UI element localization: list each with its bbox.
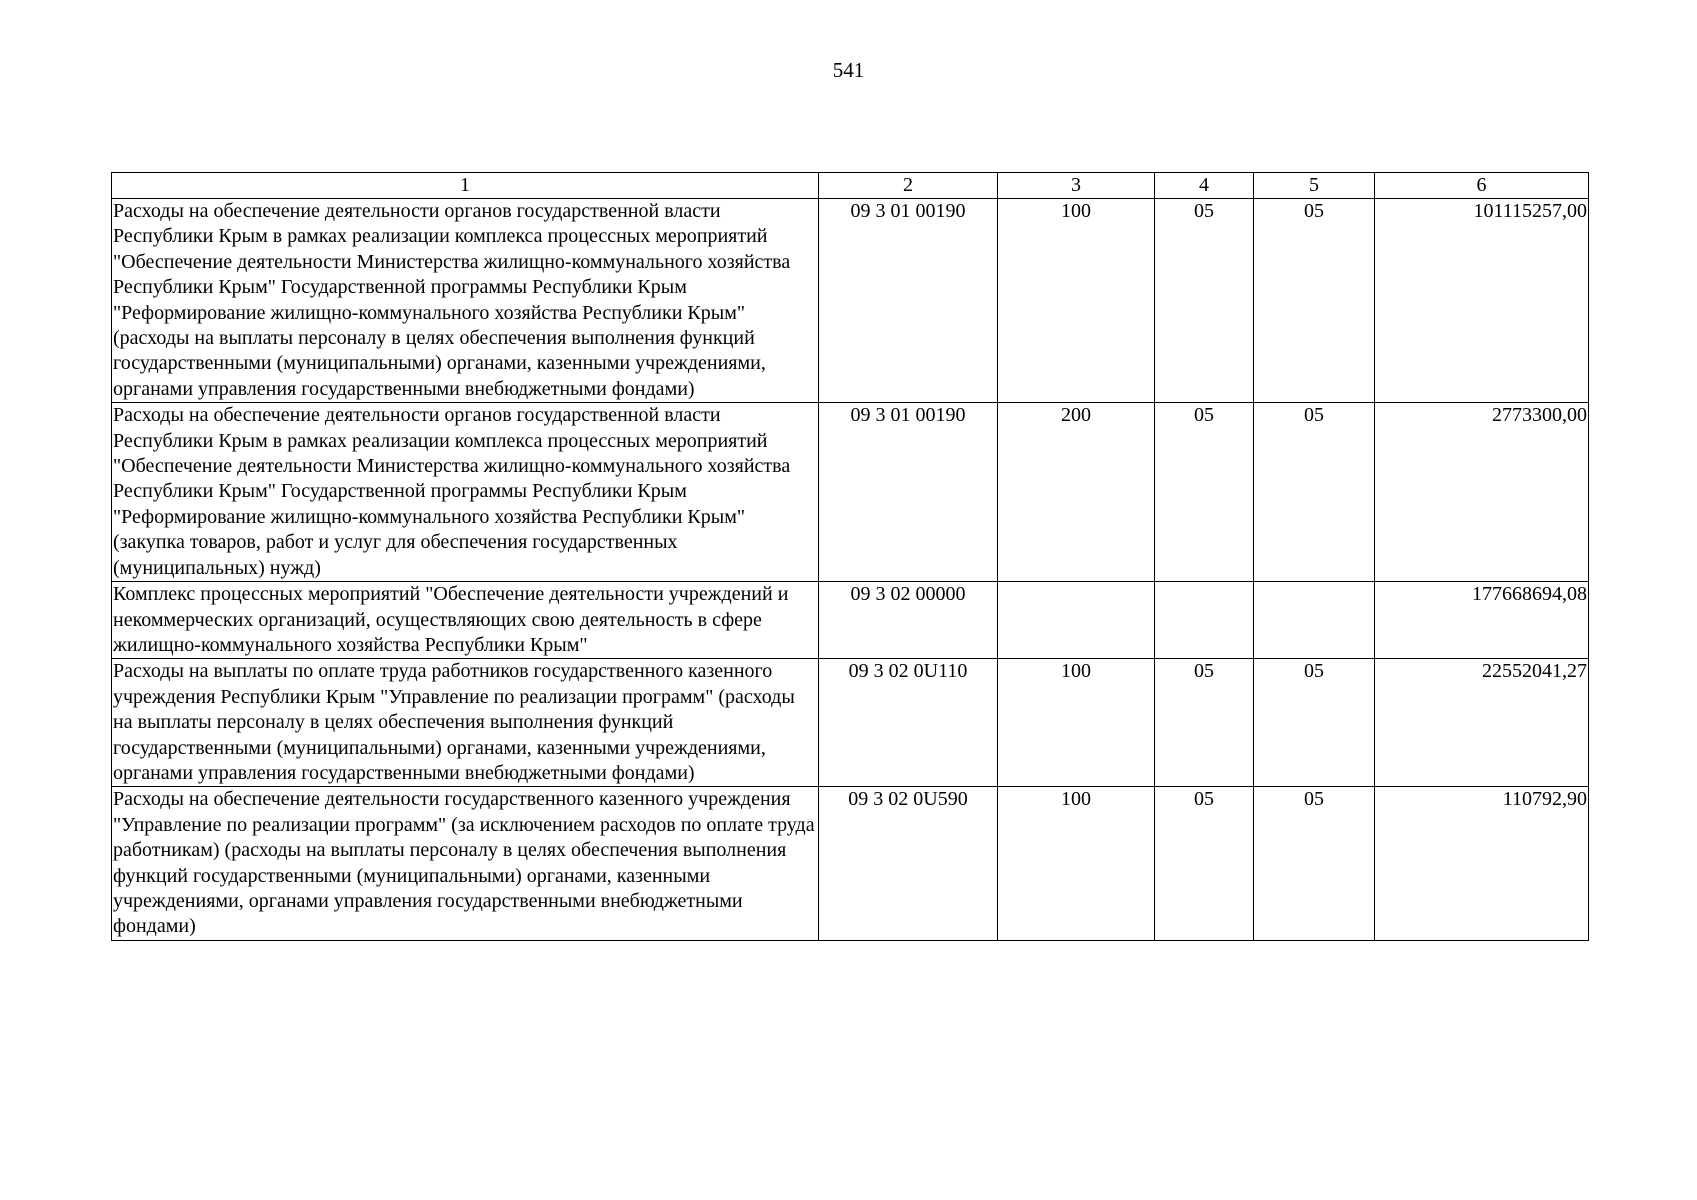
header-cell-3: 3 (998, 173, 1155, 199)
row-section: 05 (1155, 659, 1254, 787)
header-cell-2: 2 (819, 173, 998, 199)
row-expense-type (998, 582, 1155, 659)
row-description: Расходы на выплаты по оплате труда работников государственного казенного учреждения Республики Крым "Управление по реализации программ" (расходы на выплаты персоналу в целях обеспечения выполнения функций государственными (муниципальными) органами, казенными учреждениями, органами управления государственными внебюджетными фондами) (112, 659, 819, 787)
header-cell-1: 1 (112, 173, 819, 199)
row-expense-type: 200 (998, 403, 1155, 582)
row-amount: 2773300,00 (1375, 403, 1589, 582)
table-row (112, 199, 1589, 403)
row-amount: 110792,90 (1375, 787, 1589, 940)
row-subsection: 05 (1254, 403, 1375, 582)
table-row (112, 659, 1589, 787)
row-code: 09 3 01 00190 (819, 199, 998, 403)
row-expense-type: 100 (998, 199, 1155, 403)
row-subsection: 05 (1254, 659, 1375, 787)
row-expense-type: 100 (998, 787, 1155, 940)
header-cell-4: 4 (1155, 173, 1254, 199)
row-subsection: 05 (1254, 199, 1375, 403)
table-row (112, 403, 1589, 582)
row-amount: 101115257,00 (1375, 199, 1589, 403)
page-number: 541 (832, 58, 865, 82)
row-section: 05 (1155, 199, 1254, 403)
row-subsection (1254, 582, 1375, 659)
row-code: 09 3 02 0U590 (819, 787, 998, 940)
header-cell-5: 5 (1254, 173, 1375, 199)
row-description: Расходы на обеспечение деятельности органов государственной власти Республики Крым в рамках реализации комплекса процессных мероприятий "Обеспечение деятельности Министерства жилищно-коммунального хозяйства Республики Крым" Государственной программы Республики Крым "Реформирование жилищно-коммунального хозяйства Республики Крым" (расходы на выплаты персоналу в целях обеспечения выполнения функций государственными (муниципальными) органами, казенными учреждениями, органами управления государственными внебюджетными фондами) (112, 199, 819, 403)
row-code: 09 3 01 00190 (819, 403, 998, 582)
table-header-row (112, 173, 1589, 199)
row-section: 05 (1155, 403, 1254, 582)
row-amount: 22552041,27 (1375, 659, 1589, 787)
header-cell-6: 6 (1375, 173, 1589, 199)
budget-table (111, 172, 1589, 941)
row-description: Расходы на обеспечение деятельности органов государственной власти Республики Крым в рамках реализации комплекса процессных мероприятий "Обеспечение деятельности Министерства жилищно-коммунального хозяйства Республики Крым" Государственной программы Республики Крым "Реформирование жилищно-коммунального хозяйства Республики Крым" (закупка товаров, работ и услуг для обеспечения государственных (муниципальных) нужд) (112, 403, 819, 582)
row-description: Комплекс процессных мероприятий "Обеспечение деятельности учреждений и некоммерческих организаций, осуществляющих свою деятельность в сфере жилищно-коммунального хозяйства Республики Крым" (112, 582, 819, 659)
row-section: 05 (1155, 787, 1254, 940)
row-section (1155, 582, 1254, 659)
row-amount: 177668694,08 (1375, 582, 1589, 659)
row-subsection: 05 (1254, 787, 1375, 940)
table-row (112, 787, 1589, 940)
row-code: 09 3 02 00000 (819, 582, 998, 659)
row-code: 09 3 02 0U110 (819, 659, 998, 787)
table-row (112, 582, 1589, 659)
row-expense-type: 100 (998, 659, 1155, 787)
row-description: Расходы на обеспечение деятельности государственного казенного учреждения "Управление по реализации программ" (за исключением расходов по оплате труда работникам) (расходы на выплаты персоналу в целях обеспечения выполнения функций государственными (муниципальными) органами, казенными учреждениями, органами управления государственными внебюджетными фондами) (112, 787, 819, 940)
